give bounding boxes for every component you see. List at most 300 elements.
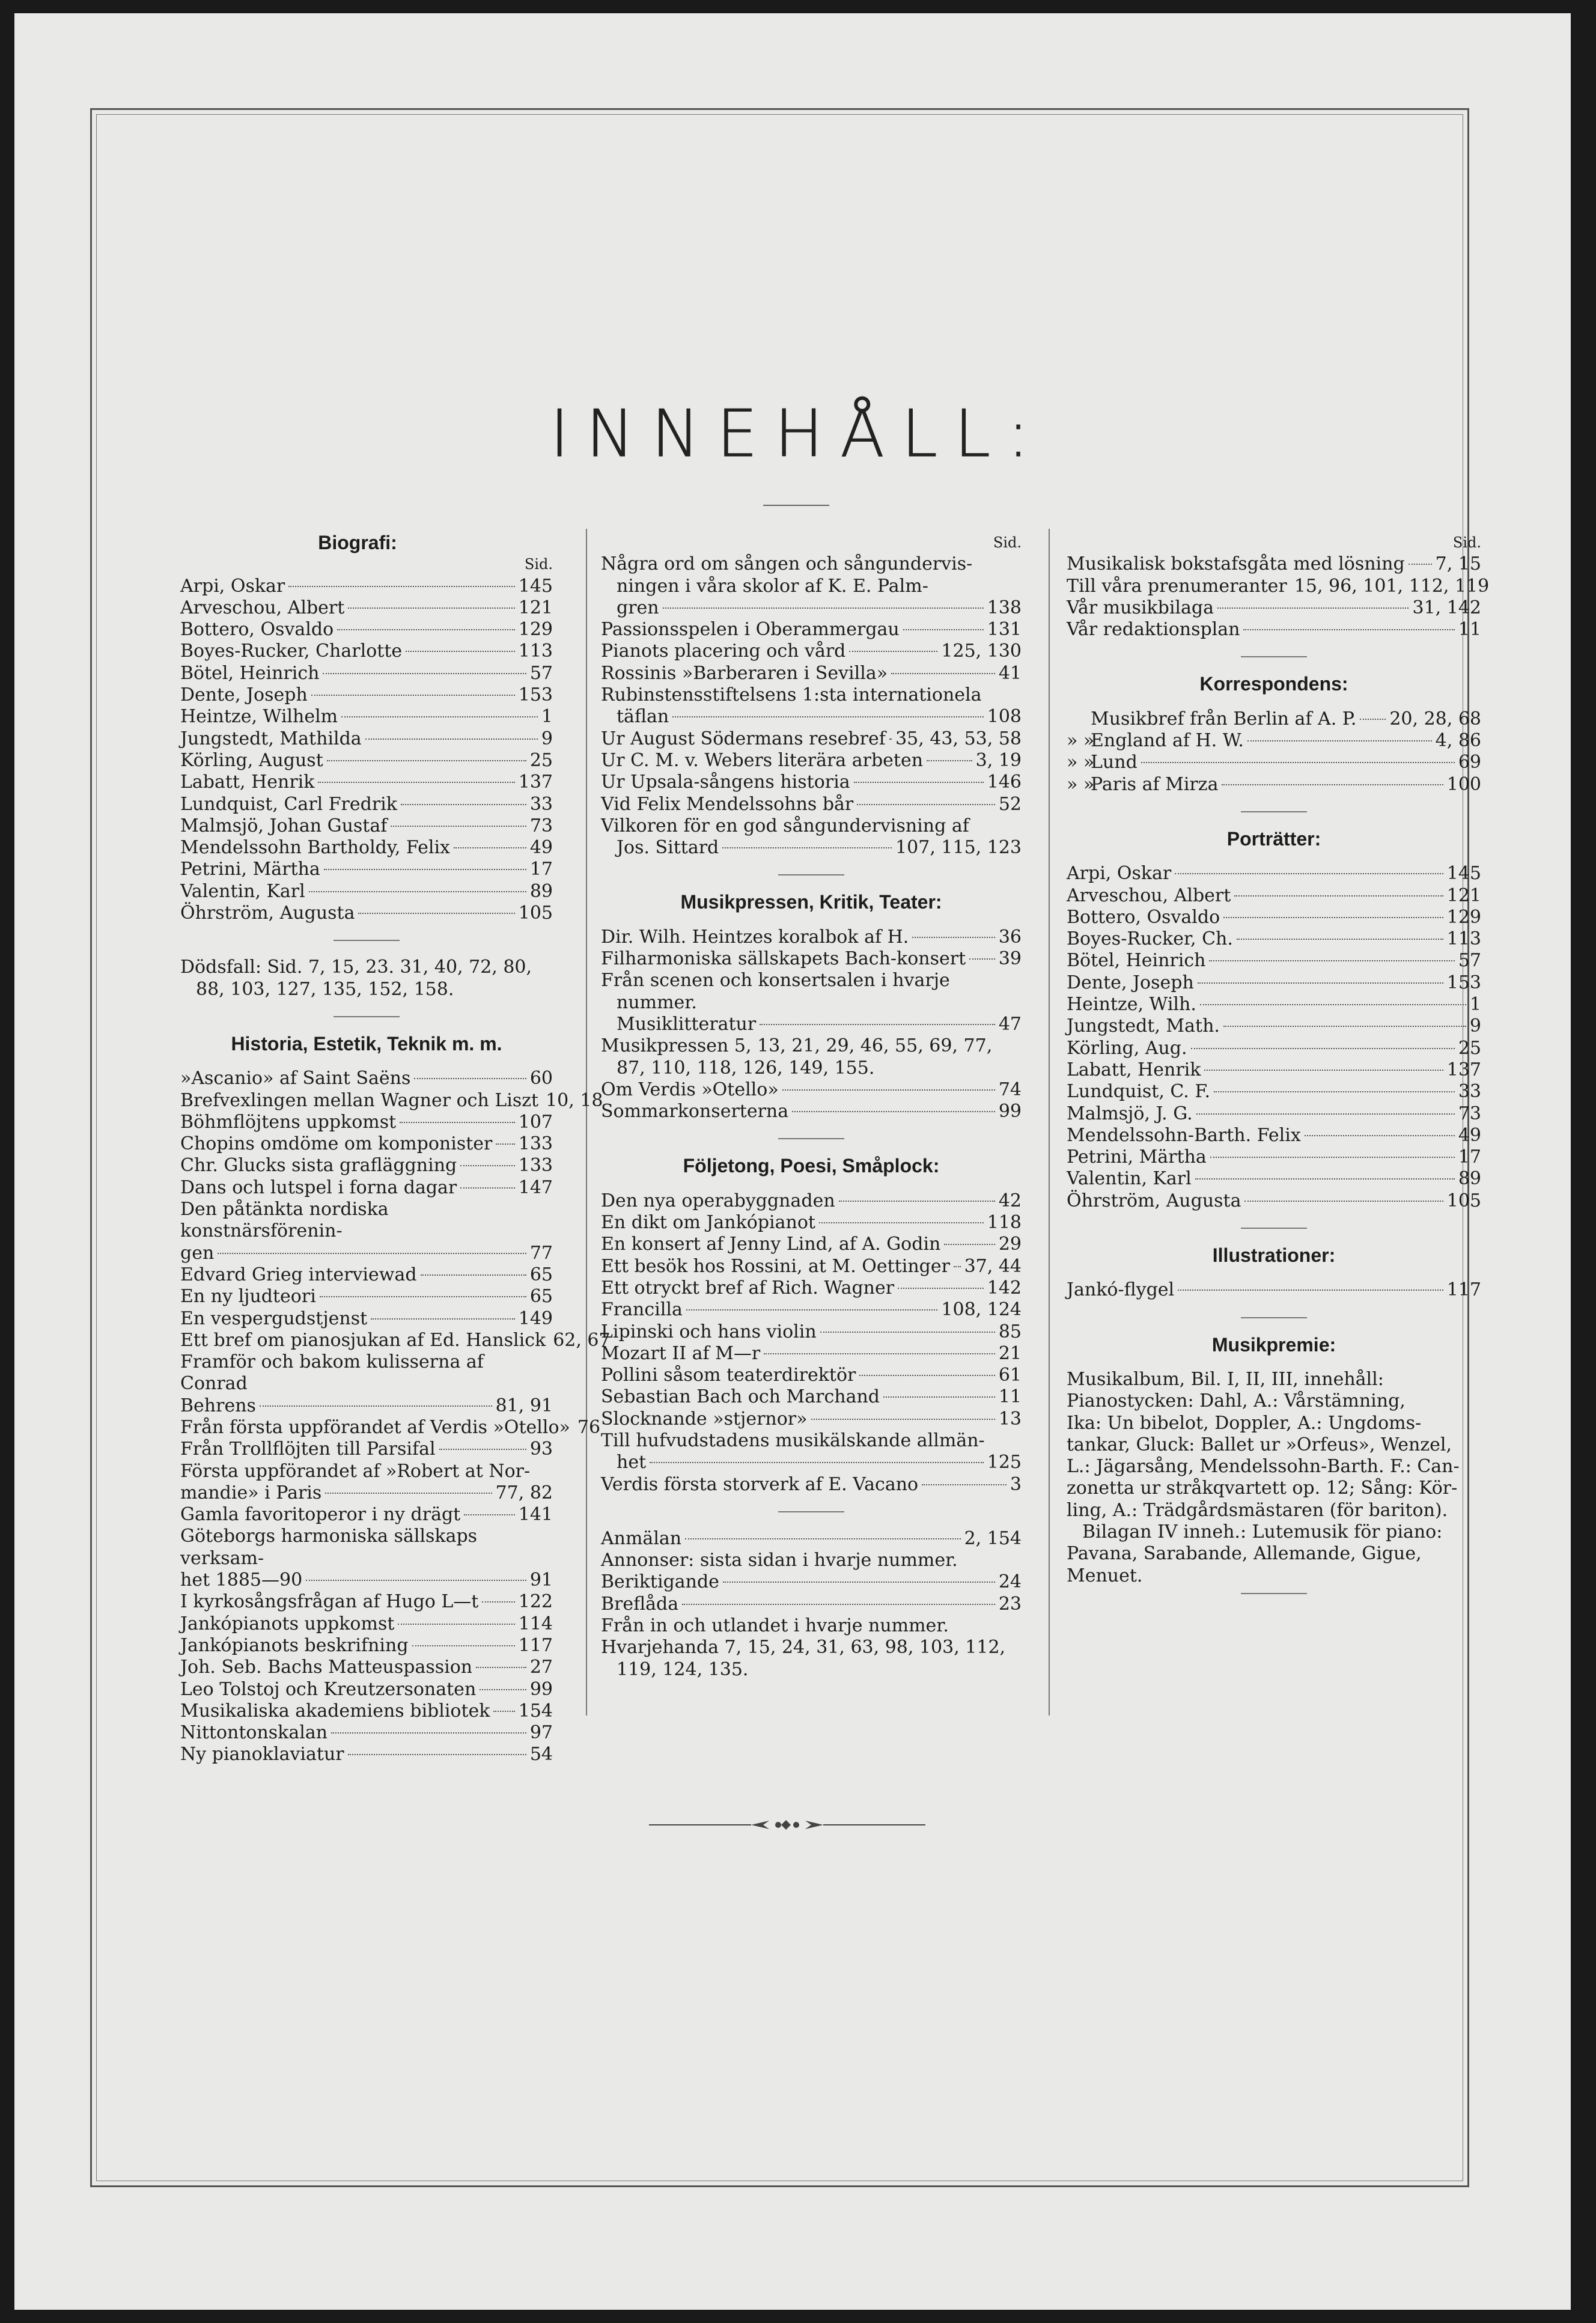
toc-entry-text: Lundquist, C. F. <box>1067 1081 1211 1103</box>
toc-entry-text: Dente, Joseph <box>1067 972 1194 993</box>
toc-entry <box>1067 1015 1481 1037</box>
dot-leader <box>414 1078 526 1079</box>
toc-entry-page: 57 <box>529 662 553 684</box>
toc-entry <box>180 1569 553 1591</box>
toc-entry-text: Jankó-flygel <box>1067 1279 1175 1301</box>
toc-entry-text: Vår redaktionsplan <box>1067 619 1240 641</box>
dot-leader <box>1209 960 1454 961</box>
dot-leader <box>412 1645 515 1646</box>
toc-entry-page: 74 <box>998 1079 1022 1100</box>
toc-entry-text: I kyrkosångsfrågan af Hugo L—t <box>180 1591 479 1613</box>
dot-leader <box>391 826 526 827</box>
toc-entry-page: 36 <box>998 926 1022 948</box>
toc-entry-page: 89 <box>529 880 553 902</box>
toc-entry <box>601 1594 1022 1615</box>
dot-leader <box>723 1582 995 1583</box>
toc-entry-page: 91 <box>529 1569 553 1591</box>
premie-line: zonetta ur stråkqvartett op. 12; Sång: Kör- <box>1067 1478 1458 1499</box>
page-title: INNEHÅLL: <box>550 397 1046 472</box>
toc-entry-page: 33 <box>1458 1081 1481 1103</box>
toc-entry-page: 57 <box>1458 950 1481 972</box>
toc-entry-text: Bötel, Heinrich <box>1067 950 1206 972</box>
toc-entry <box>601 1212 1022 1234</box>
toc-entry-text: Annonser: sista sidan i hvarje nummer. <box>601 1550 958 1571</box>
toc-entry <box>601 750 1022 772</box>
toc-entry-page: 65 <box>529 1264 553 1285</box>
toc-entry-page: 1 <box>1469 994 1481 1015</box>
dot-leader <box>331 1732 526 1734</box>
toc-entry <box>1067 1168 1481 1190</box>
toc-entry-text: Filharmoniska sällskapets Bach-konsert <box>601 948 966 970</box>
toc-entry-text: Musikpressen 5, 13, 21, 29, 46, 55, 69, 77, <box>601 1035 993 1057</box>
toc-entry <box>1067 1081 1481 1103</box>
toc-entry-text: England af H. W. <box>1091 730 1244 752</box>
premie-line: tankar, Gluck: Ballet ur »Orfeus», Wenzel, <box>1067 1434 1452 1455</box>
toc-entry-text: Jos. Sittard <box>617 837 719 859</box>
toc-entry-text: Nittontonskalan <box>180 1722 328 1744</box>
toc-entry-page: 131 <box>987 619 1022 641</box>
toc-entry-page: 129 <box>1446 906 1481 928</box>
toc-entry-page: 125, 130 <box>941 641 1022 662</box>
toc-entry <box>601 1386 1022 1408</box>
toc-entry-page: 133 <box>518 1155 553 1177</box>
dot-leader <box>1141 762 1455 763</box>
toc-entry-text: 119, 124, 135. <box>617 1658 749 1680</box>
premie-line: Ika: Un bibelot, Doppler, A.: Ungdoms- <box>1067 1412 1422 1434</box>
toc-entry-text: Passionsspelen i Oberammergau <box>601 619 900 641</box>
toc-entry-page: 153 <box>518 684 553 706</box>
dot-leader <box>1214 1091 1455 1092</box>
feuilleton-list <box>601 1474 1022 1496</box>
toc-entry <box>601 1408 1022 1430</box>
toc-entry-text: Dente, Joseph <box>180 684 308 706</box>
toc-entry-page: 117 <box>1446 1279 1481 1301</box>
toc-entry <box>601 1343 1022 1365</box>
dot-leader <box>1222 784 1443 785</box>
dot-leader <box>323 673 526 674</box>
toc-entry-page: 7, 15 <box>1435 553 1481 575</box>
toc-entry-page: 24 <box>998 1571 1022 1593</box>
toc-entry-page: 47 <box>998 1013 1022 1035</box>
toc-entry-text: Labatt, Henrik <box>180 772 315 793</box>
section-heading-biografi: Biografi: <box>318 532 397 553</box>
ditto-mark: » » <box>1067 773 1095 795</box>
dot-leader <box>820 1332 995 1333</box>
toc-entry <box>1067 752 1481 773</box>
dot-leader <box>686 1309 938 1311</box>
toc-entry-page: 31, 142 <box>1412 597 1481 618</box>
toc-entry-page: 129 <box>518 619 553 641</box>
toc-entry-text: En ny ljudteori <box>180 1286 316 1308</box>
dot-leader <box>954 1266 961 1267</box>
toc-entry-page: 105 <box>1446 1190 1481 1211</box>
toc-entry-page: 154 <box>518 1700 553 1722</box>
dot-leader <box>811 1419 995 1420</box>
toc-entry-page: 77 <box>529 1242 553 1264</box>
toc-entry-text: Labatt, Henrik <box>1067 1059 1201 1080</box>
toc-entry-page: 142 <box>987 1277 1022 1299</box>
toc-entry-text: Framför och bakom kulisserna af Conrad <box>180 1351 484 1395</box>
dot-leader <box>400 1122 515 1123</box>
toc-entry <box>180 1308 553 1330</box>
toc-entry <box>1067 950 1481 972</box>
toc-entry-text: Jankópianots uppkomst <box>180 1613 395 1634</box>
dot-leader <box>1305 1135 1455 1136</box>
toc-entry <box>601 706 1022 728</box>
toc-entry <box>1067 575 1490 597</box>
dot-leader <box>685 1538 960 1539</box>
toc-entry-text: Arveschou, Albert <box>180 597 345 618</box>
toc-entry-page: 137 <box>1446 1059 1481 1080</box>
toc-entry-text: ningen i våra skolor af K. E. Palm- <box>617 575 928 597</box>
toc-entry-page: 4, 86 <box>1435 730 1481 752</box>
section-heading-foljetong: Följetong, Poesi, Småplock: <box>683 1155 940 1177</box>
toc-entry <box>601 1474 1022 1496</box>
dot-leader <box>1200 1004 1466 1005</box>
toc-entry-text: het 1885—90 <box>180 1569 303 1591</box>
dot-leader <box>1210 1157 1455 1158</box>
toc-entry <box>601 948 1022 970</box>
toc-entry-page: 89 <box>1458 1168 1481 1190</box>
toc-entry <box>180 1613 553 1635</box>
toc-entry <box>1067 1103 1481 1125</box>
toc-entry <box>180 1635 553 1657</box>
dot-leader <box>460 1165 515 1166</box>
dot-leader <box>819 1222 984 1223</box>
toc-entry-page: 76 <box>577 1416 601 1438</box>
misc-list <box>601 1571 1022 1615</box>
toc-entry-text: Beriktigande <box>601 1571 719 1593</box>
toc-entry <box>180 1591 553 1613</box>
toc-entry <box>1067 1059 1481 1081</box>
dot-leader <box>439 1449 526 1450</box>
toc-entry-text: Ett besök hos Rossini, at M. Oettinger <box>601 1255 950 1277</box>
toc-entry <box>180 772 553 793</box>
toc-entry-text: Rubinstensstiftelsens 1:sta internationela <box>601 684 982 706</box>
toc-entry <box>601 1452 1022 1473</box>
toc-entry-text: Ny pianoklaviatur <box>180 1744 344 1765</box>
toc-entry-text: Slocknande »stjernor» <box>601 1408 808 1429</box>
toc-entry <box>601 1277 1022 1299</box>
separator <box>334 940 400 941</box>
toc-entry-text: Musikaliska akademiens bibliotek <box>180 1700 490 1722</box>
toc-entry-page: 93 <box>529 1439 553 1460</box>
section-heading-illustrationer: Illustrationer: <box>1212 1244 1336 1267</box>
toc-entry-text: Arveschou, Albert <box>1067 884 1231 906</box>
toc-entry-text: Sebastian Bach och Marchand <box>601 1386 880 1408</box>
toc-entry-page: 113 <box>1446 928 1481 950</box>
dot-leader <box>898 1288 984 1289</box>
toc-entry-page: 149 <box>518 1308 553 1329</box>
misc-list <box>601 1528 1022 1550</box>
toc-entry-text: Petrini, Märtha <box>1067 1146 1207 1168</box>
toc-entry-page: 27 <box>529 1657 553 1678</box>
toc-entry-page: 17 <box>529 859 553 880</box>
dot-leader <box>903 629 984 630</box>
toc-entry-page: 10, 18 <box>546 1089 603 1111</box>
toc-entry-page: 25 <box>1458 1037 1481 1059</box>
toc-entry <box>180 1657 553 1678</box>
toc-entry <box>180 728 553 750</box>
dot-leader <box>460 1187 514 1189</box>
toc-entry <box>1067 619 1481 641</box>
toc-entry-page: 81, 91 <box>495 1395 553 1416</box>
section-heading-musikpremie: Musikpremie: <box>1211 1333 1336 1356</box>
toc-entry <box>180 597 553 619</box>
toc-entry-page: 52 <box>998 793 1022 815</box>
dot-leader <box>464 1514 515 1515</box>
sid-label: Sid. <box>993 534 1022 551</box>
toc-entry <box>180 1112 553 1133</box>
toc-entry <box>180 684 553 706</box>
toc-entry-page: 107 <box>518 1111 553 1133</box>
dot-leader <box>371 1318 515 1320</box>
toc-entry <box>1067 1190 1481 1212</box>
toc-entry-page: 2, 154 <box>964 1527 1022 1549</box>
dot-leader <box>348 607 514 609</box>
toc-entry-text: Boyes-Rucker, Ch. <box>1067 928 1233 950</box>
toc-entry-page: 61 <box>998 1365 1022 1386</box>
toc-entry-text: Petrini, Märtha <box>180 859 320 880</box>
toc-entry <box>601 1101 1022 1122</box>
toc-entry-page: 9 <box>541 728 553 749</box>
toc-entry-page: 99 <box>529 1678 553 1700</box>
toc-entry-text: Francilla <box>601 1299 683 1321</box>
dot-leader <box>348 1754 526 1755</box>
toc-entry <box>601 1365 1022 1386</box>
toc-entry-page: 60 <box>529 1068 553 1089</box>
historia-list <box>180 1068 603 1199</box>
dot-leader <box>760 1024 995 1025</box>
toc-entry-text: Brefvexlingen mellan Wagner och Liszt <box>180 1089 539 1111</box>
toc-entry-text: Heintze, Wilh. <box>1067 994 1196 1015</box>
toc-entry-text: Till hufvudstadens musikälskande allmän- <box>601 1429 985 1451</box>
toc-entry <box>180 794 553 815</box>
toc-entry <box>180 1089 603 1112</box>
dot-leader <box>311 695 515 696</box>
toc-entry-page: 146 <box>987 772 1022 793</box>
toc-entry-text: Dans och lutspel i forna dagar <box>180 1177 457 1198</box>
toc-entry-text: Mendelssohn Bartholdy, Felix <box>180 837 450 859</box>
toc-entry <box>617 1014 1022 1035</box>
dot-leader <box>1204 1070 1443 1071</box>
toc-entry-page: 85 <box>998 1321 1022 1342</box>
toc-entry-text: Joh. Seb. Bachs Matteuspassion <box>180 1657 473 1678</box>
separator <box>1241 1317 1307 1318</box>
toc-list <box>601 619 1022 684</box>
toc-entry-text: Rossinis »Barberaren i Sevilla» <box>601 662 888 684</box>
toc-entry-text: Gamla favoritoperor i ny drägt <box>180 1504 461 1526</box>
dot-leader <box>849 651 937 652</box>
separator <box>1241 656 1307 657</box>
toc-entry-page: 49 <box>529 837 553 859</box>
toc-entry <box>601 772 1022 793</box>
toc-entry <box>180 815 553 837</box>
dot-leader <box>288 586 514 587</box>
separator <box>334 1016 400 1017</box>
toc-entry-text: Från Trollflöjten till Parsifal <box>180 1439 436 1460</box>
dot-leader <box>320 1296 526 1297</box>
dot-leader <box>927 760 972 761</box>
premie-line: Pavana, Sarabande, Allemande, Gigue, Menuet. <box>1067 1543 1422 1586</box>
toc-entry-text: Musikalisk bokstafsgåta med lösning <box>1067 553 1405 575</box>
illustrationer-list <box>1067 1279 1481 1301</box>
toc-entry <box>1067 730 1481 752</box>
toc-entry-text: Från in och utlandet i hvarje nummer. <box>601 1615 949 1637</box>
dot-leader <box>1195 1178 1455 1180</box>
toc-entry-page: 39 <box>998 948 1022 970</box>
toc-entry-text: Ur C. M. v. Webers literära arbeten <box>601 749 924 771</box>
dot-leader <box>883 1396 995 1398</box>
toc-entry-text: Några ord om sången och sångundervis- <box>601 553 973 575</box>
toc-entry-page: 121 <box>518 597 553 618</box>
toc-entry <box>180 1133 553 1155</box>
toc-entry-text: Boyes-Rucker, Charlotte <box>180 641 403 662</box>
toc-entry-text: Jungstedt, Math. <box>1067 1015 1220 1037</box>
toc-entry-text: 87, 110, 118, 126, 149, 155. <box>617 1057 875 1079</box>
toc-entry <box>601 1256 1022 1277</box>
toc-entry-text: Anmälan <box>601 1527 682 1549</box>
column-left <box>180 532 611 1766</box>
toc-entry-page: 121 <box>1446 884 1481 906</box>
dot-leader <box>1234 895 1443 897</box>
toc-entry <box>601 1299 1022 1321</box>
dot-leader <box>1247 740 1432 741</box>
toc-entry <box>601 1528 1022 1550</box>
dot-leader <box>324 869 526 870</box>
dot-leader <box>1217 607 1409 609</box>
toc-entry-page: 105 <box>518 903 553 924</box>
premie-line: Musikalbum, Bil. I, II, III, innehåll: <box>1067 1368 1384 1390</box>
toc-entry-text: Jungstedt, Mathilda <box>180 728 362 749</box>
toc-entry-text: mandie» i Paris <box>180 1482 322 1503</box>
toc-entry-text: Ur Upsala-sångens historia <box>601 772 850 793</box>
toc-entry-page: 147 <box>518 1177 553 1198</box>
toc-entry-text: Arpi, Oskar <box>180 575 285 597</box>
toc-entry-page: 13 <box>998 1408 1022 1429</box>
dot-leader <box>1198 982 1443 984</box>
toc-entry <box>1067 885 1481 907</box>
toc-entry-text: het <box>617 1452 647 1473</box>
toc-entry-text: Verdis första storverk af E. Vacano <box>601 1473 919 1495</box>
toc-entry-text: gren <box>617 597 659 618</box>
toc-entry <box>180 1243 553 1264</box>
toc-entry <box>1067 1125 1481 1146</box>
toc-entry-text: Pollini såsom teaterdirektör <box>601 1365 856 1386</box>
feuilleton-list <box>601 1190 1022 1430</box>
toc-entry <box>180 619 553 641</box>
ditto-mark: » » <box>1067 730 1095 752</box>
toc-entry-page: 125 <box>987 1452 1022 1473</box>
dot-leader <box>480 1689 526 1690</box>
toc-entry-text: Mendelssohn-Barth. Felix <box>1067 1124 1301 1146</box>
dot-leader <box>401 804 526 805</box>
toc-entry-text: Lundquist, Carl Fredrik <box>180 793 397 815</box>
dot-leader <box>309 891 526 892</box>
toc-entry-page: 117 <box>518 1634 553 1656</box>
toc-entry-text: En dikt om Jankópianot <box>601 1212 815 1234</box>
biografi-list <box>180 576 553 925</box>
toc-entry-text: Mozart II af M—r <box>601 1342 761 1364</box>
toc-entry-page: 77, 82 <box>495 1482 553 1503</box>
dot-leader <box>764 1353 995 1354</box>
dot-leader <box>969 958 995 960</box>
ditto-mark: » » <box>1067 752 1095 773</box>
toc-entry-text: Malmsjö, Johan Gustaf <box>180 815 388 836</box>
toc-entry-page: 97 <box>529 1722 553 1744</box>
dot-leader <box>327 760 526 761</box>
toc-entry <box>180 576 553 597</box>
toc-entry-text: Vid Felix Mendelssohns bår <box>601 793 854 815</box>
toc-entry <box>1067 774 1481 796</box>
toc-entry-page: 41 <box>998 662 1022 684</box>
korrespondens-list <box>1067 708 1481 796</box>
toc-entry-text: Musikbref från Berlin af A. P. <box>1091 708 1357 729</box>
toc-entry-page: 153 <box>1446 972 1481 993</box>
toc-entry-text: Vilkoren för en god sångundervisning af <box>601 815 969 836</box>
premie-line: Pianostycken: Dahl, A.: Vårstämning, <box>1067 1390 1406 1412</box>
toc-entry-text: gen <box>180 1242 215 1264</box>
toc-entry-text: Pianots placering och vård <box>601 641 846 662</box>
toc-entry-text: täflan <box>617 706 669 728</box>
dot-leader <box>792 1111 995 1112</box>
toc-entry <box>1067 1038 1481 1059</box>
separator <box>1241 1593 1307 1594</box>
toc-entry <box>180 1700 553 1722</box>
toc-entry-text: En vespergudstjenst <box>180 1308 368 1329</box>
toc-entry-text: Valentin, Karl <box>1067 1168 1192 1190</box>
toc-entry-page: 15, 96, 101, 112, 119 <box>1294 575 1490 597</box>
toc-entry-page: 62, 67 <box>553 1329 611 1351</box>
dot-leader <box>839 1201 995 1202</box>
toc-entry <box>180 1395 553 1417</box>
dot-leader <box>1223 917 1443 918</box>
toc-entry-page: 122 <box>518 1591 553 1613</box>
toc-entry-text: nummer. <box>617 991 697 1013</box>
toc-entry <box>180 881 553 903</box>
toc-entry-page: 20, 28, 68 <box>1389 708 1481 729</box>
toc-entry <box>1067 597 1481 619</box>
toc-entry-page: 145 <box>518 575 553 597</box>
column-middle <box>601 532 1022 1681</box>
dot-leader <box>341 716 538 717</box>
toc-entry <box>601 1571 1022 1593</box>
dot-leader <box>944 1244 994 1245</box>
historia-list <box>180 1591 553 1765</box>
toc-entry-page: 1 <box>541 706 553 728</box>
toc-entry-page: 65 <box>529 1286 553 1308</box>
column-right <box>1067 532 1490 1610</box>
toc-entry <box>601 1079 1022 1101</box>
toc-entry <box>1067 994 1481 1015</box>
toc-entry-text: Ett otryckt bref af Rich. Wagner <box>601 1277 895 1299</box>
toc-entry-page: 141 <box>518 1504 553 1526</box>
toc-entry <box>180 1155 553 1177</box>
toc-entry-page: 37, 44 <box>964 1255 1022 1277</box>
toc-entry-text: Arpi, Oskar <box>1067 863 1172 884</box>
dot-leader <box>1191 1048 1455 1049</box>
toc-entry-text: Öhrström, Augusta <box>180 903 355 924</box>
toc-entry-page: 73 <box>529 815 553 836</box>
toc-entry-text: Sommarkonserterna <box>601 1101 789 1122</box>
toc-entry <box>601 927 1022 948</box>
toc-entry-text: Från första uppförandet af Verdis »Otello» <box>180 1416 570 1438</box>
toc-list <box>601 728 1022 815</box>
toc-entry-page: 118 <box>987 1212 1022 1234</box>
toc-entry-text: Lund <box>1091 752 1138 773</box>
toc-entry-text: Bötel, Heinrich <box>180 662 320 684</box>
toc-entry <box>601 728 1022 750</box>
